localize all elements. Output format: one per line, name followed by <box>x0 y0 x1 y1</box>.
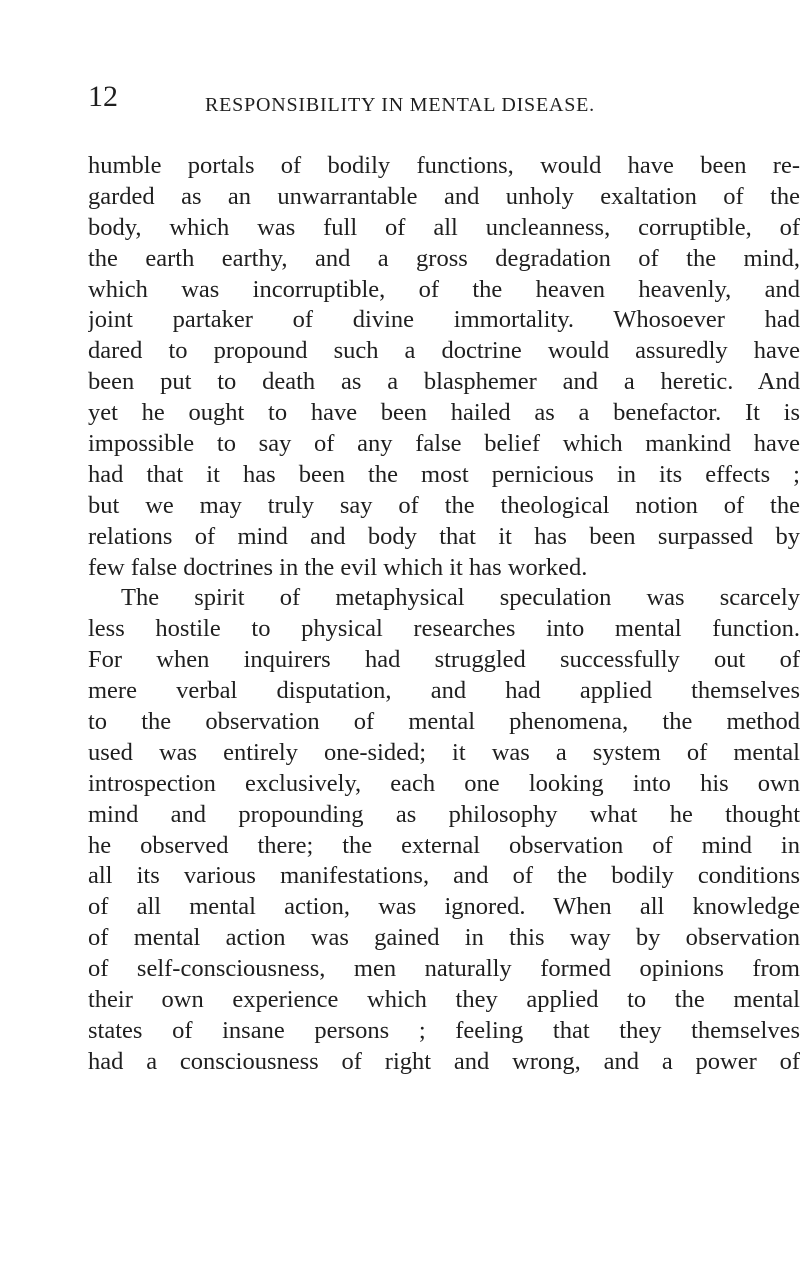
text-line: few false doctrines in the evil which it has worked. <box>88 553 588 581</box>
text-line: of self-consciousness, men naturally formed opinions from <box>88 955 800 983</box>
text-line: mind and propounding as philosophy what he thought <box>88 800 800 828</box>
text-line: joint partaker of divine immortality. Whosoever had <box>88 306 800 334</box>
text-line: For when inquirers had struggled successfully out of <box>88 646 800 674</box>
text-line: states of insane persons ; feeling that they themselves <box>88 1016 800 1044</box>
text-line: garded as an unwarrantable and unholy exaltation of the <box>88 182 800 210</box>
text-line: used was entirely one-sided; it was a system of mental <box>88 738 800 766</box>
text-line: had a consciousness of right and wrong, and a power of <box>88 1047 800 1075</box>
text-line: mere verbal disputation, and had applied themselves <box>88 677 800 705</box>
text-line: the earth earthy, and a gross degradation of the mind, <box>88 244 800 272</box>
body-text <box>88 151 800 1078</box>
text-line: yet he ought to have been hailed as a benefactor. It is <box>88 399 800 427</box>
text-line: but we may truly say of the theological notion of the <box>88 491 800 519</box>
text-line: which was incorruptible, of the heaven heavenly, and <box>88 275 800 303</box>
running-title: RESPONSIBILITY IN MENTAL DISEASE. <box>205 94 595 116</box>
text-line: relations of mind and body that it has been surpassed by <box>88 522 800 550</box>
text-line: had that it has been the most pernicious in its effects ; <box>88 460 800 488</box>
page-number: 12 <box>88 80 118 113</box>
text-line: all its various manifestations, and of the bodily conditions <box>88 862 800 890</box>
text-line: been put to death as a blasphemer and a heretic. And <box>88 368 800 396</box>
text-line: impossible to say of any false belief which mankind have <box>88 430 800 458</box>
text-line: The spirit of metaphysical speculation was scarcely <box>121 584 800 612</box>
text-line: he observed there; the external observation of mind in <box>88 831 800 859</box>
text-line: to the observation of mental phenomena, the method <box>88 708 800 736</box>
text-line: humble portals of bodily functions, would have been re‑ <box>88 152 800 179</box>
text-line: body, which was full of all uncleanness, corruptible, of <box>88 213 800 241</box>
text-line: dared to propound such a doctrine would assuredly have <box>88 337 800 365</box>
text-line: of mental action was gained in this way by observation <box>88 924 800 952</box>
text-line: their own experience which they applied to the mental <box>88 986 800 1014</box>
text-line: introspection exclusively, each one looking into his own <box>88 769 800 797</box>
text-line: of all mental action, was ignored. When all knowledge <box>88 893 800 921</box>
text-line: less hostile to physical researches into mental function. <box>88 615 800 643</box>
